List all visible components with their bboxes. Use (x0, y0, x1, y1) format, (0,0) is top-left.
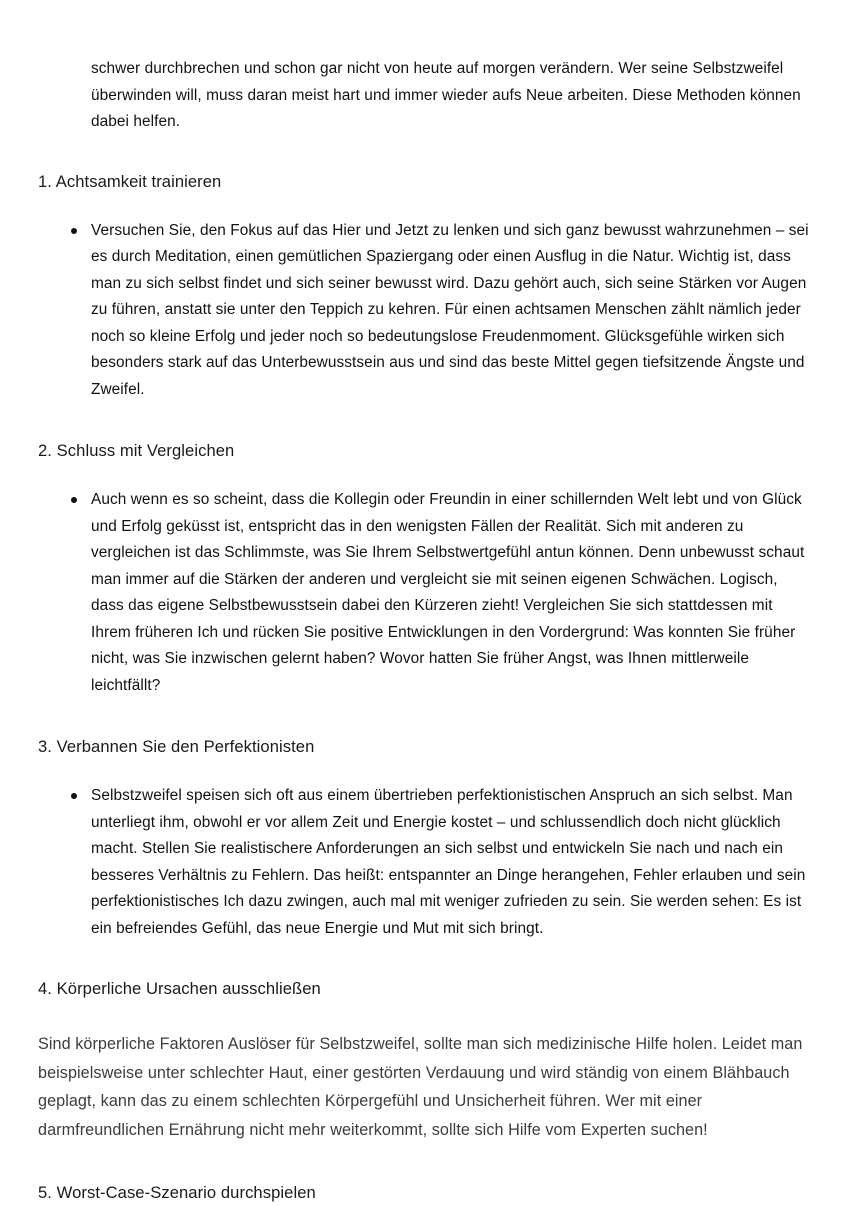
section-heading-5: 5. Worst-Case-Szenario durchspielen (38, 1183, 316, 1202)
section-heading-3: 3. Verbannen Sie den Perfektionisten (38, 737, 315, 756)
section-4-paragraph: Sind körperliche Faktoren Auslöser für Selbstzweifel, sollte man sich medizinische Hilfe holen. Leidet man beispielsweise unter schlechter Haut, einer gestörten Verdauung und wird ständig von einem Blähbauch geplagt, kann das zu einem schlechten Körpergefühl und Unsicherheit führen. Wer mit einer darmfreundlichen Ernährung nicht mehr weiterkommt, sollte sich Hilfe vom Experten suchen! (38, 1035, 803, 1139)
section-1-bullet-list (38, 218, 813, 404)
section-3-bullet-list (38, 783, 813, 942)
list-item: Auch wenn es so scheint, dass die Kollegin oder Freundin in einer schillernden Welt lebt und von Glück und Erfolg geküsst ist, entspricht das in den wenigsten Fällen der Realität. Sich mit anderen zu vergleichen ist das Schlimmste, was Sie Ihrem Selbstwertgefühl antun können. Denn unbewusst schaut man immer auf die Stärken der anderen und vergleicht sie mit seinen eigenen Schwächen. Logisch, dass das eigene Selbstbewusstsein dabei den Kürzeren zieht! Vergleichen Sie sich stattdessen mit Ihrem früheren Ich und rücken Sie positive Entwicklungen in den Vordergrund: Was konnten Sie früher nicht, was Sie inzwischen gelernt haben? Wovor hatten Sie früher Angst, was Ihnen mittlerweile leichtfällt? (38, 487, 813, 699)
list-item: Versuchen Sie, den Fokus auf das Hier und Jetzt zu lenken und sich ganz bewusst wahrzunehmen – sei es durch Meditation, einen gemütlichen Spaziergang oder einen Ausflug in die Natur. Wichtig ist, dass man zu sich selbst findet und sich seiner bewusst wird. Dazu gehört auch, sich seine Stärken vor Augen zu führen, anstatt sie unter den Teppich zu kehren. Für einen achtsamen Menschen zählt nämlich jeder noch so kleine Erfolg und jeder noch so bedeutungslose Freudenmoment. Glücksgefühle wirken sich besonders stark auf das Unterbewusstsein aus und sind das beste Mittel gegen tiefsitzende Ängste und Zweifel. (38, 218, 813, 404)
section-2-bullet-list (38, 487, 813, 699)
section-heading-1: 1. Achtsamkeit trainieren (38, 171, 222, 191)
section-heading-4: 4. Körperliche Ursachen ausschließen (38, 979, 321, 998)
list-item: Selbstzweifel speisen sich oft aus einem übertrieben perfektionistischen Anspruch an sich selbst. Man unterliegt ihm, obwohl er vor allem Zeit und Energie kostet – und schlussendlich doch nicht glücklich macht. Stellen Sie realistischere Anforderungen an sich selbst und entwickeln Sie nach und nach ein besseres Verhältnis zu Fehlern. Das heißt: entspannter an Dinge herangehen, Fehler erlauben und sein perfektionistisches Ich dazu zwingen, auch mal mit weniger zufrieden zu sein. Sie werden sehen: Es ist ein befreiendes Gefühl, das neue Energie und Mut mit sich bringt. (38, 783, 813, 942)
intro-paragraph: schwer durchbrechen und schon gar nicht von heute auf morgen verändern. Wer seine Selbstzweifel überwinden will, muss daran meist hart und immer wieder aufs Neue arbeiten. Diese Methoden können dabei helfen. (91, 60, 801, 130)
section-heading-2: 2. Schluss mit Vergleichen (38, 441, 235, 460)
document-body (38, 56, 813, 1206)
